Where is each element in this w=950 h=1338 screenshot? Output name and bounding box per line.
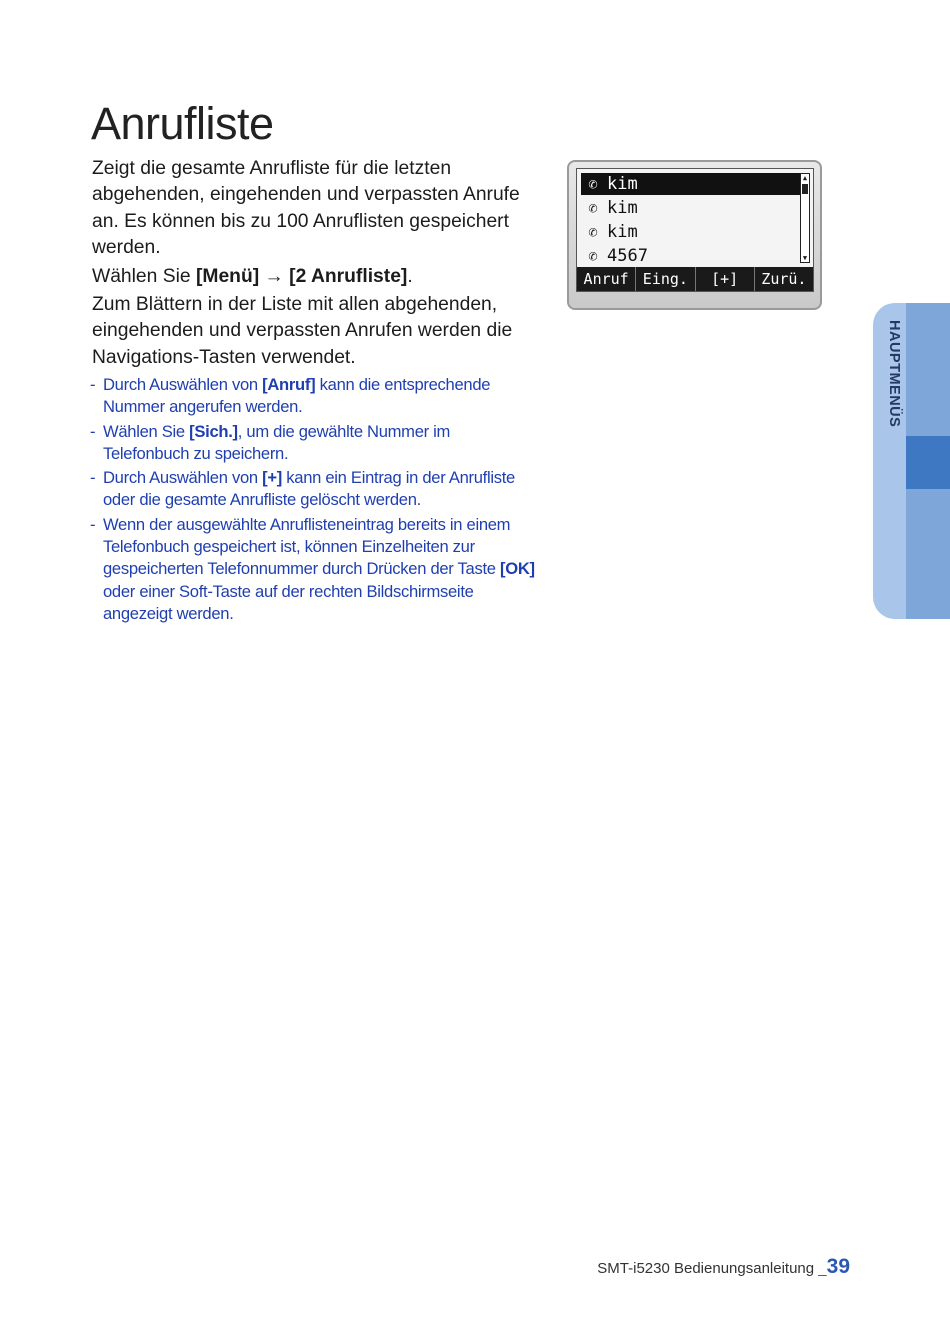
incoming-call-icon: ✆ [588, 223, 598, 241]
phone-display [576, 168, 814, 292]
page-title: Anrufliste [91, 98, 274, 149]
softkey: Eing. [636, 267, 695, 291]
entry-name: kim [607, 198, 638, 218]
select-suffix: . [407, 265, 413, 287]
scroll-thumb [802, 184, 808, 194]
intro-paragraph: Zeigt die gesamte Anrufliste für die letzten abgehenden, eingehenden und verpassten Anrufe an. Es können bis zu 100 Anruflisten gespeichert werden. [92, 158, 520, 259]
main-text [92, 156, 542, 373]
scroll-up-icon: ▲ [802, 174, 808, 182]
call-entry [581, 221, 803, 243]
note-key: [Anruf] [262, 375, 316, 394]
list-item: - Durch Auswählen von [Anruf] kann die entsprechende Nummer angerufen werden. [90, 375, 491, 417]
softkey: Zurü. [761, 270, 807, 288]
call-entry [581, 173, 803, 195]
note-key: [OK] [500, 559, 535, 579]
outgoing-call-icon: ✆ [588, 247, 598, 265]
note-text: oder einer Soft-Taste auf der rechten Bildschirmseite angezeigt werden. [103, 581, 474, 623]
select-prefix: Wählen Sie [92, 265, 196, 287]
arrow-icon: → [259, 265, 290, 287]
entry-name: 4567 [607, 246, 648, 266]
note-text: Durch Auswählen von [103, 468, 263, 488]
scrollbar [800, 173, 810, 263]
note-text: Durch Auswählen von [103, 375, 263, 394]
call-entry [581, 197, 803, 219]
page-number: 39 [826, 1255, 850, 1278]
notes-list [90, 374, 540, 627]
entry-name: kim [607, 174, 638, 194]
softkey: [+] [696, 267, 755, 291]
page-footer [597, 1255, 850, 1279]
note-text: kann die entsprechende Nummer angerufen werden. [103, 375, 491, 417]
phone-screenshot [567, 160, 822, 310]
incoming-call-icon: ✆ [588, 199, 598, 217]
note-text: kann ein Eintrag in der Anrufliste oder die gesamte Anrufliste gelöscht werden. [103, 468, 515, 510]
chapter-label: HAUPTMENÜS [886, 320, 902, 428]
list-item: - Wenn der ausgewählte Anruflisteneintrag bereits in einem Telefonbuch gespeichert ist, können Einzelheiten zur gespeicherten Telefonnummer durch Drücken der Taste [OK] oder einer Soft-Taste auf der rechten Bildschirmseite angezeigt werden. [90, 514, 535, 623]
softkey-bar [577, 267, 813, 291]
note-key: [+] [262, 468, 282, 488]
footer-underscore: _ [818, 1260, 827, 1277]
note-text: , um die gewählte Nummer im Telefonbuch zu speichern. [103, 421, 451, 463]
note-text: Wenn der ausgewählte Anruflisteneintrag bereits in einem Telefonbuch gespeichert ist, können Einzelheiten zur gespeicherten Telefonnummer durch Drücken der Taste [103, 514, 511, 579]
list-item: - Wählen Sie [Sich.], um die gewählte Nummer im Telefonbuch zu speichern. [90, 421, 451, 463]
menu-path-paragraph [92, 264, 542, 290]
entry-name: kim [607, 222, 638, 242]
call-entry [581, 245, 803, 267]
menu-key: [Menü] [195, 265, 260, 287]
scroll-paragraph: Zum Blättern in der Liste mit allen abgehenden, eingehenden und verpassten Anrufen werden die Navigations-Tasten verwendet. [92, 294, 513, 368]
note-key: [Sich.] [189, 421, 238, 441]
tab-marker [906, 436, 950, 489]
menu-item-key: [2 Anrufliste] [289, 265, 408, 287]
missed-call-icon: ✆ [588, 175, 598, 193]
list-item: - Durch Auswählen von [+] kann ein Eintrag in der Anrufliste oder die gesamte Anrufliste gelöscht werden. [90, 468, 515, 510]
manual-name: SMT-i5230 Bedienungsanleitung [597, 1260, 819, 1277]
scroll-down-icon: ▼ [802, 254, 808, 262]
note-text: Wählen Sie [103, 421, 190, 441]
softkey: Anruf [577, 267, 636, 291]
